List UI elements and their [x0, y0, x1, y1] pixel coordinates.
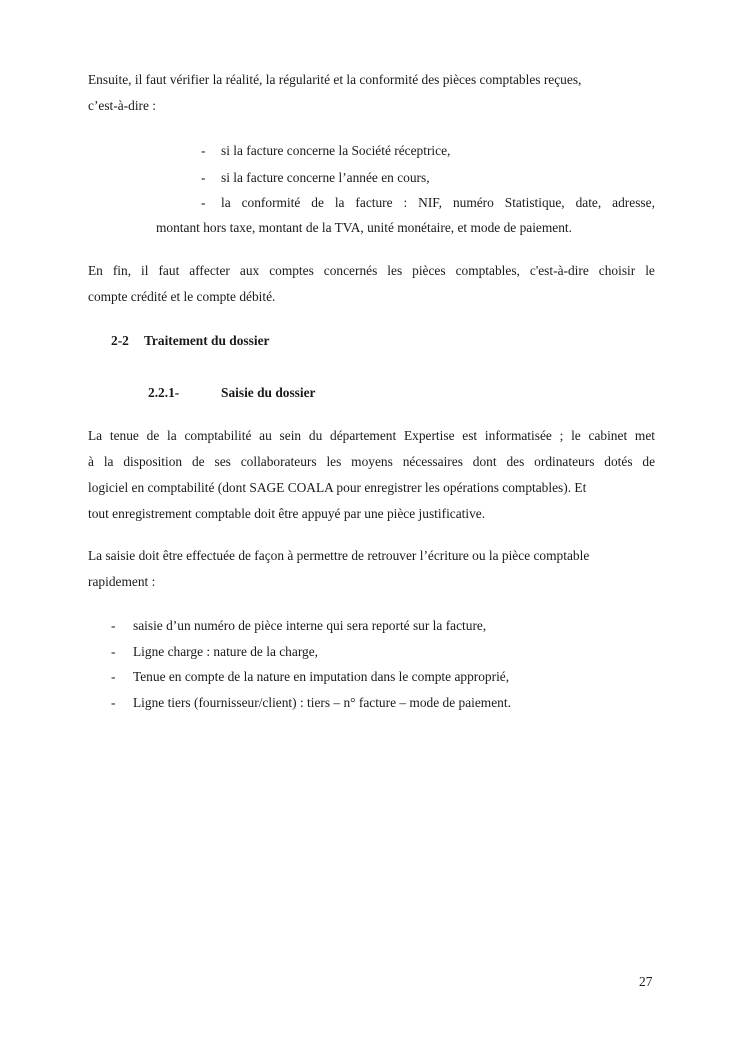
- subsection-title: Saisie du dossier: [221, 385, 316, 400]
- check-dash-3: -: [201, 195, 206, 210]
- para2-line-2: rapidement :: [88, 574, 156, 589]
- word: la: [334, 195, 345, 210]
- intro-line-1: Ensuite, il faut vérifier la réalité, la régularité et la conformité des pièces comptables reçues,: [88, 72, 582, 87]
- word: pièces: [412, 263, 446, 278]
- word: de: [191, 454, 205, 469]
- enfin-line-1: [88, 263, 655, 279]
- word: aux: [239, 263, 260, 278]
- para1-line-1: La tenue de la comptabilité au sein du département Expertise est informatisée ; le cabinet met: [88, 428, 655, 443]
- word: les: [326, 454, 342, 469]
- word: ses: [214, 454, 231, 469]
- page-number: 27: [639, 974, 653, 989]
- word: choisir: [598, 263, 636, 278]
- word: date,: [575, 195, 602, 210]
- check-dash-2: -: [201, 170, 206, 185]
- word: concernés: [323, 263, 378, 278]
- word: de: [311, 195, 324, 210]
- step-item-4: Ligne tiers (fournisseur/client) : tiers – n° facture – mode de paiement.: [133, 695, 511, 710]
- check-item-1: si la facture concerne la Société réceptrice,: [221, 143, 451, 158]
- word: les: [387, 263, 403, 278]
- section-number: 2-2: [111, 333, 129, 348]
- step-dash-2: -: [111, 644, 116, 659]
- word: ordinateurs: [534, 454, 595, 469]
- check-dash-1: -: [201, 143, 206, 158]
- step-dash-3: -: [111, 669, 116, 684]
- word: à: [88, 454, 94, 469]
- check-item-3-continuation: montant hors taxe, montant de la TVA, unité monétaire, et mode de paiement.: [156, 220, 572, 235]
- word: facture :: [355, 195, 408, 210]
- word: dont: [472, 454, 497, 469]
- enfin-line-2: compte crédité et le compte débité.: [88, 289, 276, 304]
- word: il: [141, 263, 149, 278]
- step-item-2: Ligne charge : nature de la charge,: [133, 644, 319, 659]
- word: faut: [158, 263, 180, 278]
- word: En: [88, 263, 103, 278]
- word: NIF,: [418, 195, 443, 210]
- word: des: [506, 454, 525, 469]
- word: nécessaires: [402, 454, 463, 469]
- para2-line-1: La saisie doit être effectuée de façon à permettre de retrouver l’écriture ou la pièce comptable: [88, 548, 590, 563]
- subsection-number: 2.2.1-: [148, 385, 180, 400]
- word: Statistique,: [504, 195, 565, 210]
- word: la: [103, 454, 114, 469]
- section-title: Traitement du dossier: [144, 333, 270, 348]
- para1-line-3: logiciel en comptabilité (dont SAGE COALA pour enregistrer les opérations comptables). Et: [88, 480, 587, 495]
- word: adresse,: [612, 195, 655, 210]
- step-dash-1: -: [111, 618, 116, 633]
- para1-line-2: [88, 454, 655, 470]
- intro-line-2: c’est-à-dire :: [88, 98, 157, 113]
- para1-line-4: tout enregistrement comptable doit être appuyé par une pièce justificative.: [88, 506, 486, 521]
- word: numéro: [452, 195, 494, 210]
- word: comptables,: [455, 263, 520, 278]
- step-item-3: Tenue en compte de la nature en imputation dans le compte approprié,: [133, 669, 510, 684]
- word: disposition: [123, 454, 183, 469]
- word: c'est-à-dire: [529, 263, 589, 278]
- step-dash-4: -: [111, 695, 116, 710]
- word: affecter: [189, 263, 230, 278]
- word: collaborateurs: [240, 454, 317, 469]
- word: conformité: [241, 195, 301, 210]
- word: de: [642, 454, 656, 469]
- check-item-2: si la facture concerne l’année en cours,: [221, 170, 430, 185]
- word: le: [645, 263, 655, 278]
- step-item-1: saisie d’un numéro de pièce interne qui sera reporté sur la facture,: [133, 618, 487, 633]
- word: comptes: [269, 263, 314, 278]
- check-item-3: [221, 195, 655, 211]
- word: la: [221, 195, 231, 210]
- word: dotés: [604, 454, 633, 469]
- word: moyens: [351, 454, 393, 469]
- word: fin,: [112, 263, 132, 278]
